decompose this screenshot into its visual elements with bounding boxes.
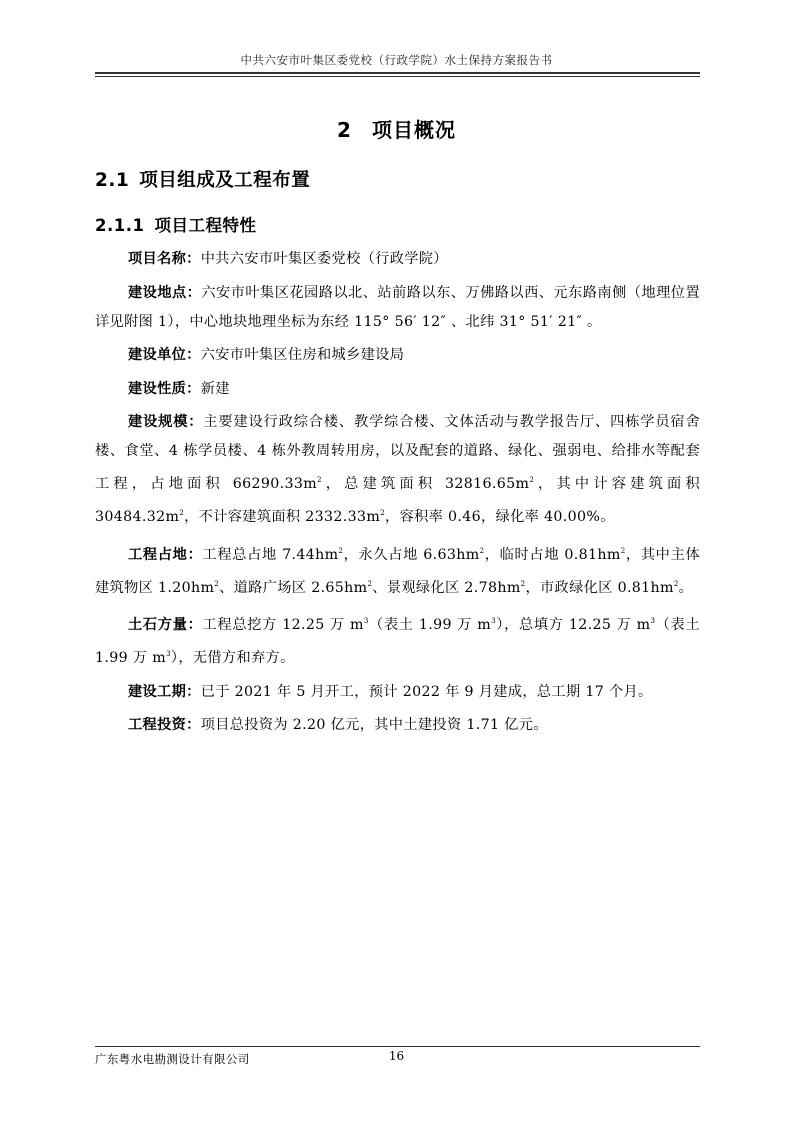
location-paragraph [95,279,700,337]
running-header: 中共六安市叶集区委党校（行政学院）水土保持方案报告书 [240,53,553,67]
paragraph-label: 工程占地： [128,546,203,563]
paragraph-text: 中共六安市叶集区委党校（行政学院） [200,251,448,267]
text-segment: ，容积率 0.46，绿化率 40.00%。 [385,509,615,525]
superscript: 2 [214,579,220,588]
earthwork-paragraph [95,607,700,673]
paragraph-text: 已于 2021 年 5 月开工，预计 2022 年 9 月建成，总工期 17 个月。 [200,683,653,700]
text-segment: ），无借方和弃方。 [170,650,295,666]
nature-paragraph [95,375,700,404]
paragraph-label: 工程投资： [128,717,201,733]
paragraph-label: 建设单位： [128,347,201,363]
body-text [95,245,700,745]
superscript: 2 [380,509,386,517]
superscript: 3 [166,650,171,658]
subsection-title-text: 项目工程特性 [154,216,257,235]
superscript: 2 [338,546,344,555]
superscript: 2 [620,546,626,555]
text-segment: ，总建筑面积 32816.65m [321,476,530,492]
text-segment: 工程总占地 7.44hm [202,546,339,563]
text-segment: ，其中主体建筑物区 1.20hm [95,546,700,596]
superscript: 2 [673,579,679,588]
text-segment: 、道路广场区 2.65hm [219,579,368,596]
unit-paragraph [95,341,700,370]
subsection-number: 2.1.1 [95,216,145,235]
land-paragraph [95,537,700,603]
text-segment: 。 [678,579,694,596]
paragraph-text: 六安市叶集区花园路以北、站前路以东、万佛路以西、元东路南侧（地理位置详见附图 1），中心地块地理坐标为东经 115° 56′ 12″ 、北纬 31° 51′ 21″ 。 [95,284,700,330]
header-rule-thin [95,76,700,77]
text-segment: 工程总挖方 12.25 万 m [202,617,364,633]
header-rule [95,72,700,74]
paragraph-label: 建设地点： [128,284,202,301]
text-segment: 主要建设行政综合楼、教学综合楼、文体活动与教学报告厅、四栋学员宿舍楼、食堂、4 栋学员楼、4 栋外教周转用房，以及配套的道路、绿化、强弱电、给排水等配套工程，占地面积 66290.33m [95,414,700,492]
text-segment: ，永久占地 6.63hm [343,546,480,563]
chapter-number: 2 [337,118,352,142]
period-paragraph [95,678,700,707]
chapter-title [0,114,793,143]
superscript: 3 [650,617,656,625]
section-number: 2.1 [95,170,130,191]
superscript: 2 [529,476,535,484]
paragraph-label: 土石方量： [128,617,203,633]
text-segment: ，不计容建筑面积 2332.33m [184,509,381,525]
project-name-paragraph [95,245,700,274]
section-title-text: 项目组成及工程布置 [139,170,311,191]
text-segment: ，市政绿化区 0.81hm [525,579,674,596]
subsection-title [95,212,256,236]
footer-rule [95,1046,700,1047]
paragraph-label: 建设性质： [128,380,201,397]
text-segment: （表土 1.99 万 m [368,617,492,633]
section-title [95,166,310,192]
superscript: 2 [317,476,322,484]
paragraph-text: 项目总投资为 2.20 亿元，其中土建投资 1.71 亿元。 [200,717,548,733]
text-segment: ，其中计容建筑面积 30484.32m [95,476,701,525]
text-segment: ），总填方 12.25 万 m [495,617,651,633]
superscript: 2 [520,579,526,588]
scale-paragraph [95,408,700,532]
text-segment: 、景观绿化区 2.78hm [372,579,521,596]
superscript: 2 [479,546,485,555]
paragraph-text: 新建 [200,380,230,397]
superscript: 2 [179,509,185,517]
investment-paragraph [95,711,700,740]
footer-company: 广东粤水电勘测设计有限公司 [95,1052,250,1066]
superscript: 2 [367,579,373,588]
text-segment: （表土 1.99 万 m [95,617,700,666]
superscript: 3 [363,617,369,625]
paragraph-label: 建设工期： [128,683,201,700]
paragraph-text: 六安市叶集区住房和城乡建设局 [200,347,405,363]
paragraph-label: 项目名称： [128,251,201,267]
paragraph-label: 建设规模： [128,414,204,430]
text-segment: ，临时占地 0.81hm [484,546,621,563]
superscript: 3 [491,617,496,625]
chapter-title-text: 项目概况 [371,118,456,142]
page-number: 16 [388,1049,405,1063]
